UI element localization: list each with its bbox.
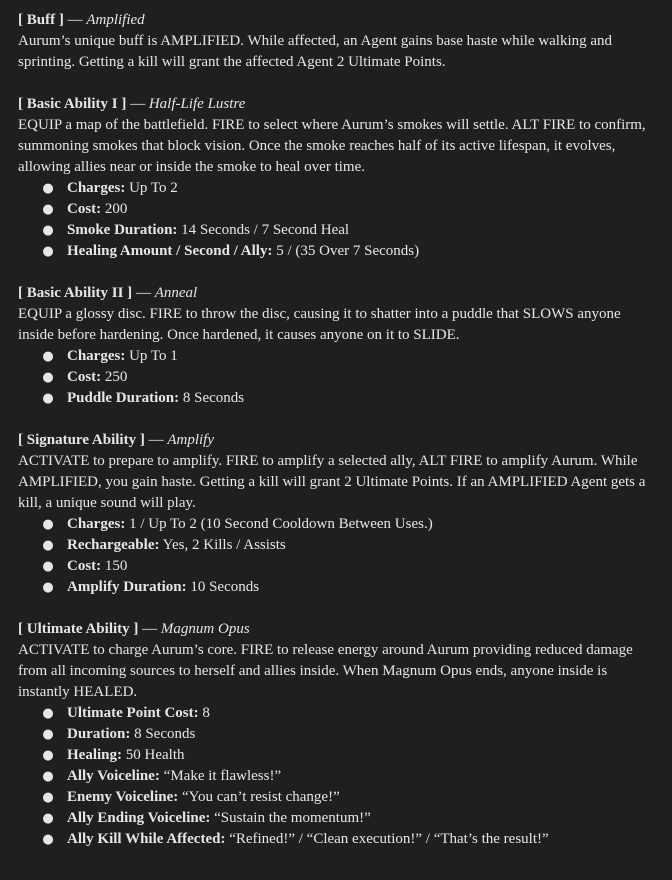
stat-key: Ultimate Point Cost: [67,705,199,721]
bullet-icon: ● [42,790,54,805]
stat-value: 200 [101,201,128,217]
stat-key: Cost: [67,201,102,217]
stat-value: 1 / Up To 2 (10 Second Cooldown Between Uses.) [125,516,433,532]
ability-name: Amplified [86,12,145,28]
stat-item [42,787,658,808]
stat-key: Amplify Duration: [67,579,187,595]
em-dash-separator: — [138,621,161,637]
stat-value: 14 Seconds / 7 Second Heal [177,222,350,238]
stat-key: Smoke Duration: [67,222,178,238]
section-heading [18,283,658,304]
ability-section [18,283,658,409]
stat-item [42,388,658,409]
bullet-icon: ● [42,832,54,847]
ability-name: Half-Life Lustre [148,96,246,112]
bullet-icon: ● [42,370,54,385]
bullet-icon: ● [42,202,54,217]
ability-description: EQUIP a glossy disc. FIRE to throw the disc, causing it to shatter into a puddle that SLOWS anyone inside before hardening. Once hardened, it causes anyone on it to SLIDE. [18,306,621,343]
stat-key: Charges: [67,516,126,532]
section-heading [18,10,658,31]
stat-item [42,724,658,745]
section-label: [ Ultimate Ability ] [18,621,139,637]
bullet-icon: ● [42,811,54,826]
em-dash-separator: — [132,285,155,301]
stat-item [42,703,658,724]
bullet-icon: ● [42,727,54,742]
stat-list [18,514,658,598]
stat-value: “Make it flawless!” [159,768,282,784]
ability-section [18,619,658,850]
stat-item [42,808,658,829]
stat-value: 8 [198,705,210,721]
ability-name: Amplify [167,432,214,448]
section-heading [18,94,658,115]
ability-description: ACTIVATE to charge Aurum’s core. FIRE to release energy around Aurum providing reduced damage from all incoming sources to herself and allies inside. When Magnum Opus ends, anyone inside is instantly HEALED. [18,642,633,700]
bullet-icon: ● [42,580,54,595]
ability-description: Aurum’s unique buff is AMPLIFIED. While affected, an Agent gains base haste while walking and sprinting. Getting a kill will grant the affected Agent 2 Ultimate Points. [18,33,613,70]
stat-item [42,346,658,367]
stat-key: Ally Kill While Affected: [67,831,226,847]
stat-item [42,241,658,262]
stat-value: 8 Seconds [179,390,245,406]
stat-list [18,346,658,409]
bullet-icon: ● [42,391,54,406]
stat-value: 150 [101,558,128,574]
stat-item [42,745,658,766]
stat-key: Charges: [67,180,126,196]
stat-key: Cost: [67,558,102,574]
stat-key: Puddle Duration: [67,390,180,406]
stat-item [42,829,658,850]
stat-key: Healing Amount / Second / Ally: [67,243,273,259]
stat-item [42,514,658,535]
bullet-icon: ● [42,349,54,364]
stat-value: Up To 1 [125,348,178,364]
ability-name: Magnum Opus [160,621,250,637]
bullet-icon: ● [42,538,54,553]
stat-key: Duration: [67,726,131,742]
stat-item [42,766,658,787]
em-dash-separator: — [144,432,168,448]
stat-value: “You can’t resist change!” [178,789,340,805]
bullet-icon: ● [42,559,54,574]
bullet-icon: ● [42,706,54,721]
bullet-icon: ● [42,223,54,238]
ability-description: ACTIVATE to prepare to amplify. FIRE to amplify a selected ally, ALT FIRE to amplify Aurum. While AMPLIFIED, you gain haste. Getting a kill will grant 2 Ultimate Points. If an AMPLIFIED Agent gets a kill, a unique sound will play. [18,453,646,511]
bullet-icon: ● [42,244,54,259]
stat-key: Charges: [67,348,126,364]
stat-item [42,577,658,598]
stat-list [18,178,658,262]
stat-item [42,535,658,556]
bullet-icon: ● [42,517,54,532]
stat-key: Enemy Voiceline: [67,789,179,805]
em-dash-separator: — [126,96,149,112]
stat-item [42,178,658,199]
stat-value: 5 / (35 Over 7 Seconds) [272,243,420,259]
section-label: [ Signature Ability ] [18,432,145,448]
ability-name: Anneal [154,285,198,301]
stat-value: 8 Seconds [130,726,196,742]
stat-value: “Sustain the momentum!” [210,810,371,826]
section-heading [18,619,658,640]
ability-description: EQUIP a map of the battlefield. FIRE to select where Aurum’s smokes will settle. ALT FIRE to confirm, summoning smokes that block vision. Once the smoke reaches half of its active lifespan, it evolves, allowing allies near or inside the smoke to heal over time. [18,117,646,175]
bullet-icon: ● [42,748,54,763]
stat-item [42,199,658,220]
stat-value: Yes, 2 Kills / Assists [159,537,286,553]
stat-value: 10 Seconds [186,579,260,595]
stat-key: Ally Voiceline: [67,768,160,784]
section-label: [ Basic Ability I ] [18,96,127,112]
stat-item [42,220,658,241]
stat-value: 250 [101,369,128,385]
bullet-icon: ● [42,769,54,784]
stat-value: Up To 2 [125,180,178,196]
bullet-icon: ● [42,181,54,196]
stat-item [42,367,658,388]
ability-section [18,10,658,73]
em-dash-separator: — [63,12,87,28]
section-label: [ Buff ] [18,12,64,28]
stat-value: “Refined!” / “Clean execution!” / “That’s the result!” [225,831,549,847]
section-label: [ Basic Ability II ] [18,285,133,301]
stat-key: Healing: [67,747,122,763]
stat-key: Rechargeable: [67,537,160,553]
ability-section [18,430,658,598]
stat-item [42,556,658,577]
ability-section [18,94,658,262]
stat-key: Ally Ending Voiceline: [67,810,211,826]
stat-key: Cost: [67,369,102,385]
stat-value: 50 Health [122,747,185,763]
section-heading [18,430,658,451]
stat-list [18,703,658,850]
